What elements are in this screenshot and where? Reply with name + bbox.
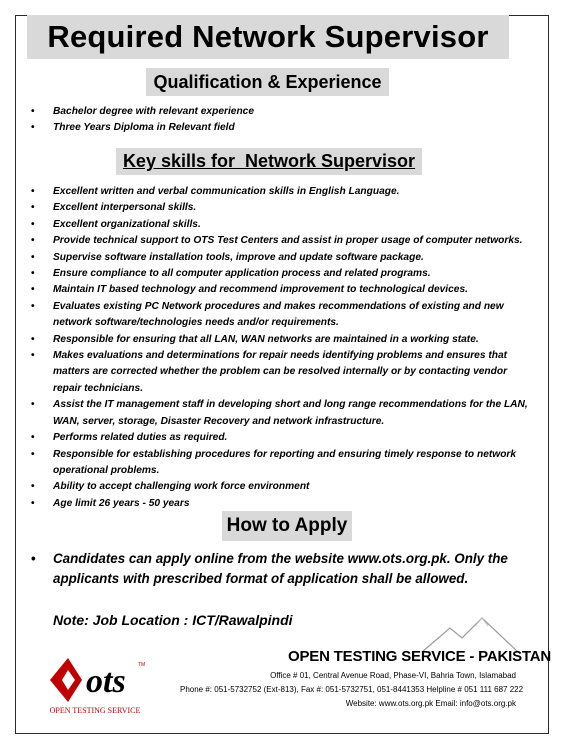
list-item: • Responsible for establishing procedures for reporting and ensuring timely response to network operational problems. bbox=[29, 447, 535, 480]
list-item: • Three Years Diploma in Relevant field bbox=[29, 120, 529, 136]
key-skills-list bbox=[29, 184, 535, 512]
list-item: • Assist the IT management staff in developing short and long range recommendations for the LAN, WAN, server, storage, Disaster Recovery and network infrastructure. bbox=[29, 397, 535, 430]
list-item: • Excellent interpersonal skills. bbox=[29, 200, 535, 216]
list-item: • Provide technical support to OTS Test Centers and assist in proper usage of computer networks. bbox=[29, 233, 535, 249]
key-skills-heading-text: Key skills for Network Supervisor bbox=[122, 151, 416, 171]
logo-wordmark: ots bbox=[86, 663, 126, 700]
list-item: • Supervise software installation tools, improve and update software package. bbox=[29, 250, 535, 266]
phone-numbers: Phone #: 051-5732752 (Ext-813), Fax #: 051-5732751, 051-8441353 Helpline # 051 111 687 222 bbox=[180, 685, 524, 694]
office-address: Office # 01, Central Avenue Road, Phase-VI, Bahria Town, Islamabad bbox=[270, 671, 516, 680]
list-item: • Bachelor degree with relevant experience bbox=[29, 104, 529, 120]
list-item: • Excellent organizational skills. bbox=[29, 217, 535, 233]
list-item: • Age limit 26 years - 50 years bbox=[29, 496, 535, 512]
list-item: • Ability to accept challenging work force environment bbox=[29, 479, 535, 495]
list-item: • Excellent written and verbal communication skills in English Language. bbox=[29, 184, 535, 200]
list-item: • Evaluates existing PC Network procedures and makes recommendations of existing and new network software/technologies needs and/or requirements. bbox=[29, 299, 535, 332]
list-item: • Ensure compliance to all computer application process and related programs. bbox=[29, 266, 535, 282]
list-item: • Makes evaluations and determinations for repair needs identifying problems and ensures that matters are corrected whether the problem can be resolved internally or by contacting vendor repair technicians. bbox=[29, 348, 535, 397]
list-item: • Responsible for ensuring that all LAN, WAN networks are maintained in a working state. bbox=[29, 332, 535, 348]
how-to-apply-text bbox=[29, 549, 529, 589]
org-name: OPEN TESTING SERVICE - PAKISTAN bbox=[288, 648, 552, 665]
page-title: Required Network Supervisor bbox=[27, 15, 509, 59]
ots-logo bbox=[40, 640, 150, 712]
apply-instructions: Candidates can apply online from the website www.ots.org.pk. Only the applicants with prescribed format of application shall be allowed. bbox=[53, 551, 508, 586]
website-email: Website: www.ots.org.pk Email: info@ots.org.pk bbox=[345, 699, 516, 708]
logo-caption: OPEN TESTING SERVICE bbox=[49, 706, 141, 715]
qualification-list bbox=[29, 104, 529, 137]
logo-trademark: TM bbox=[138, 662, 146, 668]
how-to-apply-heading: How to Apply bbox=[222, 511, 352, 541]
list-item: • Performs related duties as required. bbox=[29, 430, 535, 446]
key-skills-heading bbox=[116, 148, 422, 175]
qualification-heading: Qualification & Experience bbox=[146, 68, 389, 96]
list-item: • Maintain IT based technology and recommend improvement to technological devices. bbox=[29, 282, 535, 298]
job-location-note: Note: Job Location : ICT/Rawalpindi bbox=[53, 612, 293, 628]
bullet-icon: • bbox=[31, 551, 36, 566]
